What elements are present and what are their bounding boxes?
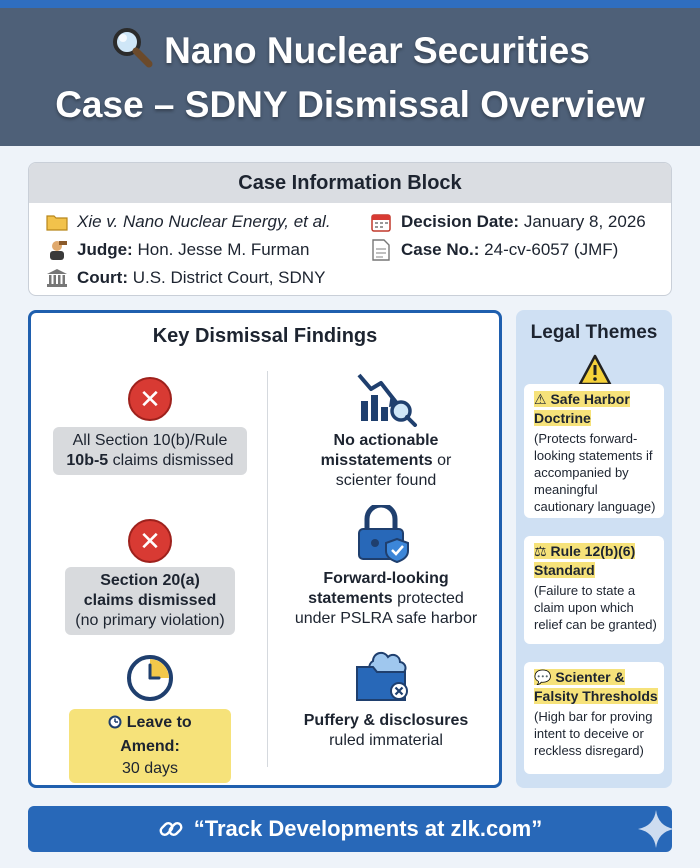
- courthouse-icon: [45, 267, 69, 289]
- footer-text: “Track Developments at zlk.com”: [193, 816, 543, 841]
- theme-card-rule-12b6: [524, 536, 664, 644]
- findings-divider: [267, 371, 268, 767]
- legal-themes-panel: [516, 310, 672, 788]
- link-icon: [158, 816, 184, 842]
- findings-heading: Key Dismissal Findings: [152, 325, 378, 347]
- theme-card-scienter: [524, 662, 664, 774]
- clock-icon: [127, 655, 173, 701]
- x-circle-icon: ✕: [128, 377, 172, 421]
- decision-date-row: [369, 211, 646, 233]
- top-accent-stripe: [0, 0, 700, 8]
- magnifying-glass-icon: [110, 25, 154, 81]
- judge-icon: [45, 239, 69, 261]
- track-developments-banner[interactable]: [28, 806, 672, 852]
- theme-scienter-title: 💬 Scienter & Falsity Thresholds: [534, 669, 658, 704]
- declining-chart-magnifier-icon: [355, 367, 419, 427]
- finding-section-20a-claims: Section 20(a) claims dismissed (no primary violation): [65, 567, 235, 635]
- case-name-row: [45, 211, 331, 233]
- page-title-line-2: Case – SDNY Dismissal Overview: [55, 84, 645, 125]
- theme-safe-harbor-description: (Protects forward-looking statements if accompanied by meaningful cautionary language): [534, 431, 656, 514]
- case-name: Xie v. Nano Nuclear Energy, et al.: [77, 212, 331, 231]
- page-title-line-1: Nano Nuclear Securities: [110, 25, 590, 81]
- court-label: Court:: [77, 268, 128, 287]
- sparkle-icon: [636, 808, 676, 850]
- legal-themes-heading: Legal Themes: [530, 322, 658, 343]
- theme-scienter-description: (High bar for proving intent to deceive or reckless disregard): [534, 709, 653, 758]
- judge-row: [45, 239, 309, 261]
- finding-puffery-disclosures: Puffery & disclosures ruled immaterial: [303, 712, 469, 749]
- judge-label: Judge:: [77, 240, 133, 259]
- calendar-icon: [369, 211, 393, 233]
- judge-value: Hon. Jesse M. Furman: [137, 240, 310, 259]
- theme-rule-12b6-title: ⚖ Rule 12(b)(6) Standard: [534, 543, 636, 578]
- padlock-shield-icon: [355, 505, 411, 563]
- decision-date-label: Decision Date:: [401, 212, 520, 231]
- case-number-row: [369, 239, 618, 261]
- x-circle-icon: ✕: [128, 519, 172, 563]
- speech-bubble-icon: 💬: [534, 669, 552, 685]
- warning-small-icon: ⚠: [534, 391, 547, 407]
- theme-card-safe-harbor: [524, 384, 664, 518]
- case-number-value: 24-cv-6057 (JMF): [484, 240, 619, 259]
- finding-forward-looking-statements: Forward-looking statements protected under PSLRA safe harbor: [294, 570, 478, 627]
- case-number-label: Case No.:: [401, 240, 480, 259]
- warning-triangle-icon: [578, 354, 612, 386]
- theme-rule-12b6-description: (Failure to state a claim upon which relief can be granted): [534, 583, 657, 632]
- theme-safe-harbor-title: ⚠ Safe Harbor Doctrine: [534, 391, 630, 426]
- clock-small-icon: [108, 714, 122, 736]
- finding-no-actionable-misstatements: No actionable misstatements or scienter found: [320, 432, 452, 489]
- folder-icon: [45, 211, 69, 233]
- key-dismissal-findings-panel: [28, 310, 502, 788]
- case-information-block: [28, 162, 672, 296]
- document-icon: [369, 239, 393, 261]
- folder-cloud-icon: [355, 647, 413, 703]
- finding-section-10b-claims: All Section 10(b)/Rule 10b-5 claims dismissed: [53, 427, 247, 475]
- case-info-heading: Case Information Block: [29, 163, 671, 203]
- court-value: U.S. District Court, SDNY: [132, 268, 326, 287]
- finding-leave-to-amend: Leave to Amend: 30 days: [69, 709, 231, 783]
- decision-date-value: January 8, 2026: [523, 212, 646, 231]
- court-row: [45, 267, 325, 289]
- page-header: [0, 8, 700, 146]
- scales-icon: ⚖: [534, 543, 547, 559]
